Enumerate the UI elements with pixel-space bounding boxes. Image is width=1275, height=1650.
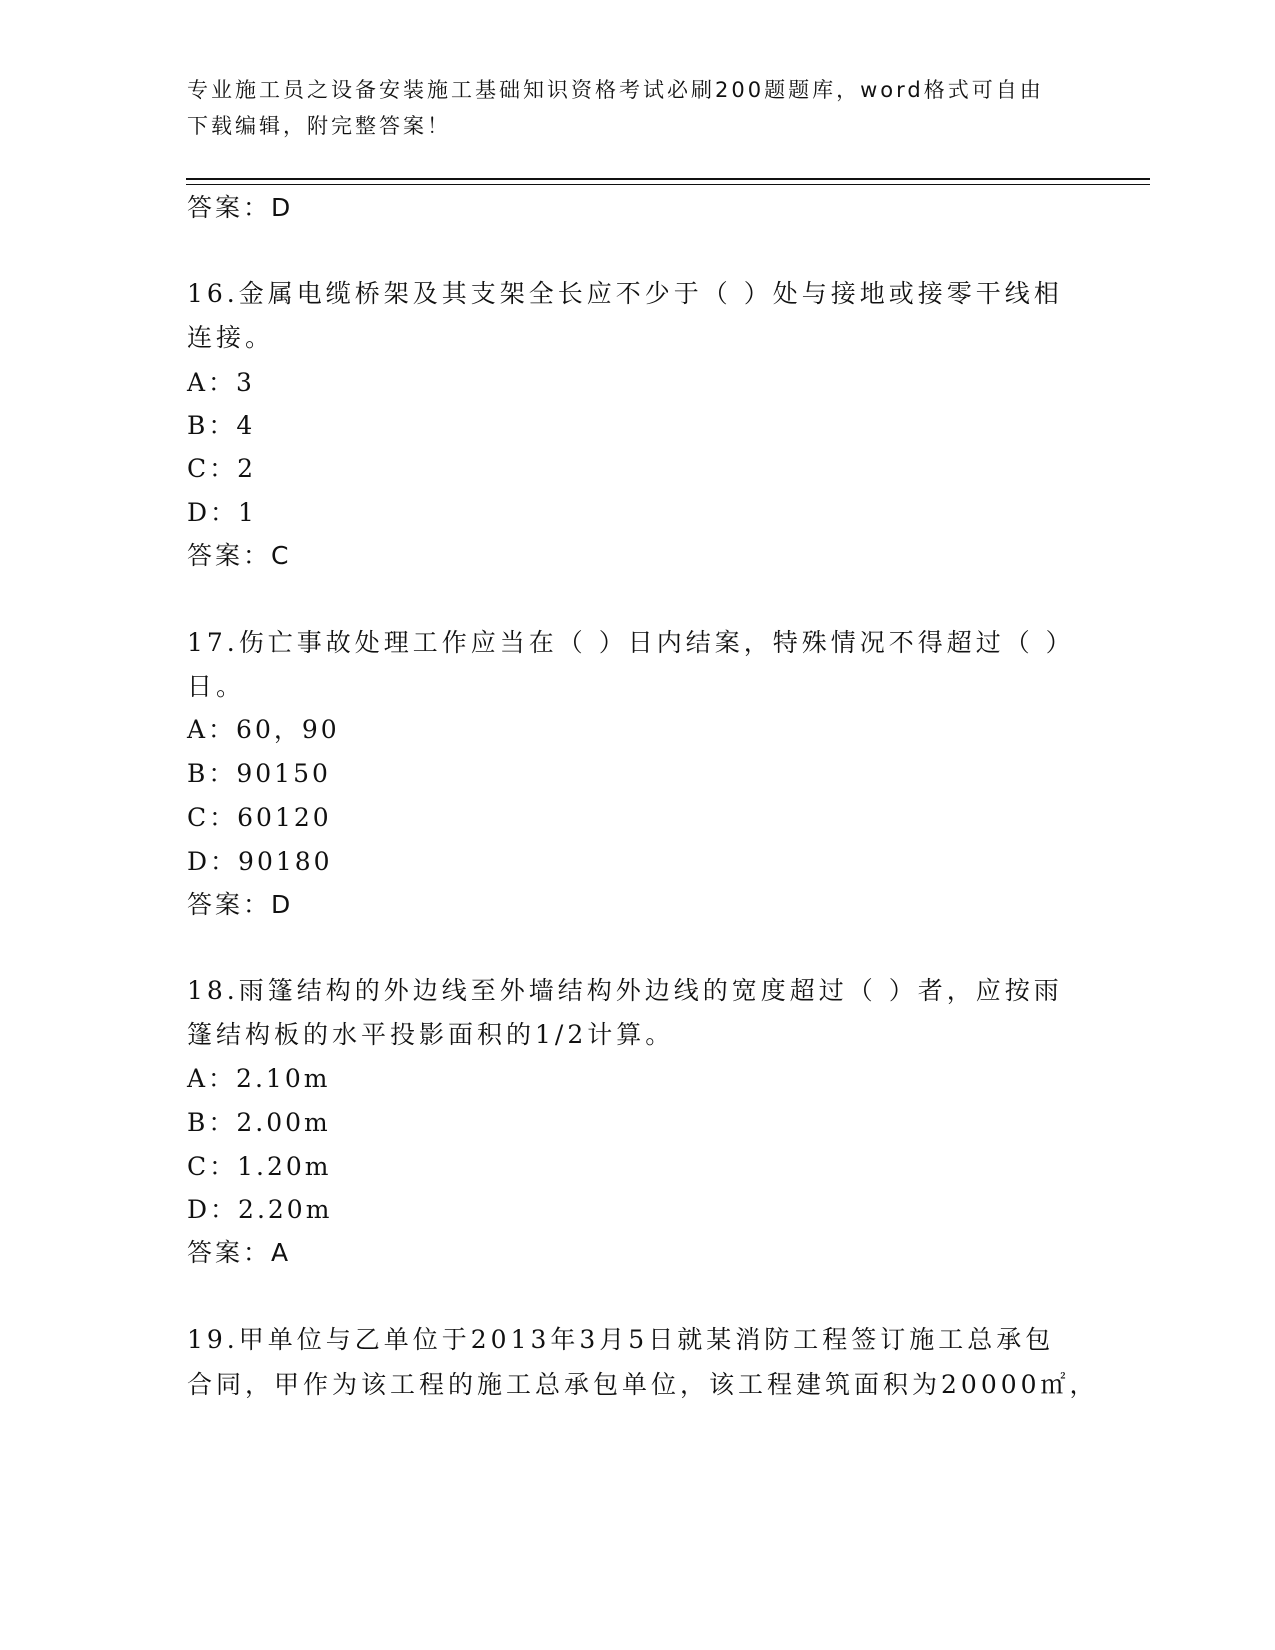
option-a: A：3 (187, 368, 255, 397)
header-title-line-2: 下载编辑，附完整答案！ (187, 114, 451, 138)
header-title-line-1: 专业施工员之设备安装施工基础知识资格考试必刷200题题库，word格式可自由 (187, 78, 1044, 102)
header-rule-thick (186, 178, 1150, 180)
option-b: B：4 (187, 411, 256, 440)
option-d: D：2.20m (187, 1195, 333, 1224)
option-c: C：2 (187, 454, 257, 483)
option-c: C：60120 (187, 803, 332, 832)
option-b: B：2.00m (187, 1108, 331, 1137)
answer-label: 答案：D (187, 890, 294, 919)
answer-label: 答案：A (187, 1238, 292, 1267)
question-text-line: 19.甲单位与乙单位于2013年3月5日就某消防工程签订施工总承包 (187, 1325, 1055, 1354)
option-a: A：60，90 (187, 715, 340, 744)
question-text-line: 连接。 (187, 323, 275, 352)
option-d: D：1 (187, 498, 257, 527)
question-text-line: 16.金属电缆桥架及其支架全长应不少于（ ）处与接地或接零干线相 (187, 279, 1063, 308)
option-d: D：90180 (187, 847, 333, 876)
question-text-line: 篷结构板的水平投影面积的1/2计算。 (187, 1020, 675, 1049)
option-a: A：2.10m (187, 1064, 331, 1093)
question-text-line: 日。 (187, 672, 246, 701)
question-text-line: 17.伤亡事故处理工作应当在（ ）日内结案，特殊情况不得超过（ ） (187, 628, 1075, 657)
option-c: C：1.20m (187, 1152, 332, 1181)
question-text-line: 合同，甲作为该工程的施工总承包单位，该工程建筑面积为20000㎡， (187, 1370, 1099, 1399)
previous-answer: 答案：D (187, 193, 294, 222)
option-b: B：90150 (187, 759, 331, 788)
header-rule-thin (186, 184, 1150, 185)
question-text-line: 18.雨篷结构的外边线至外墙结构外边线的宽度超过（ ）者，应按雨 (187, 976, 1063, 1005)
answer-label: 答案：C (187, 541, 292, 570)
document-header (187, 72, 1087, 144)
